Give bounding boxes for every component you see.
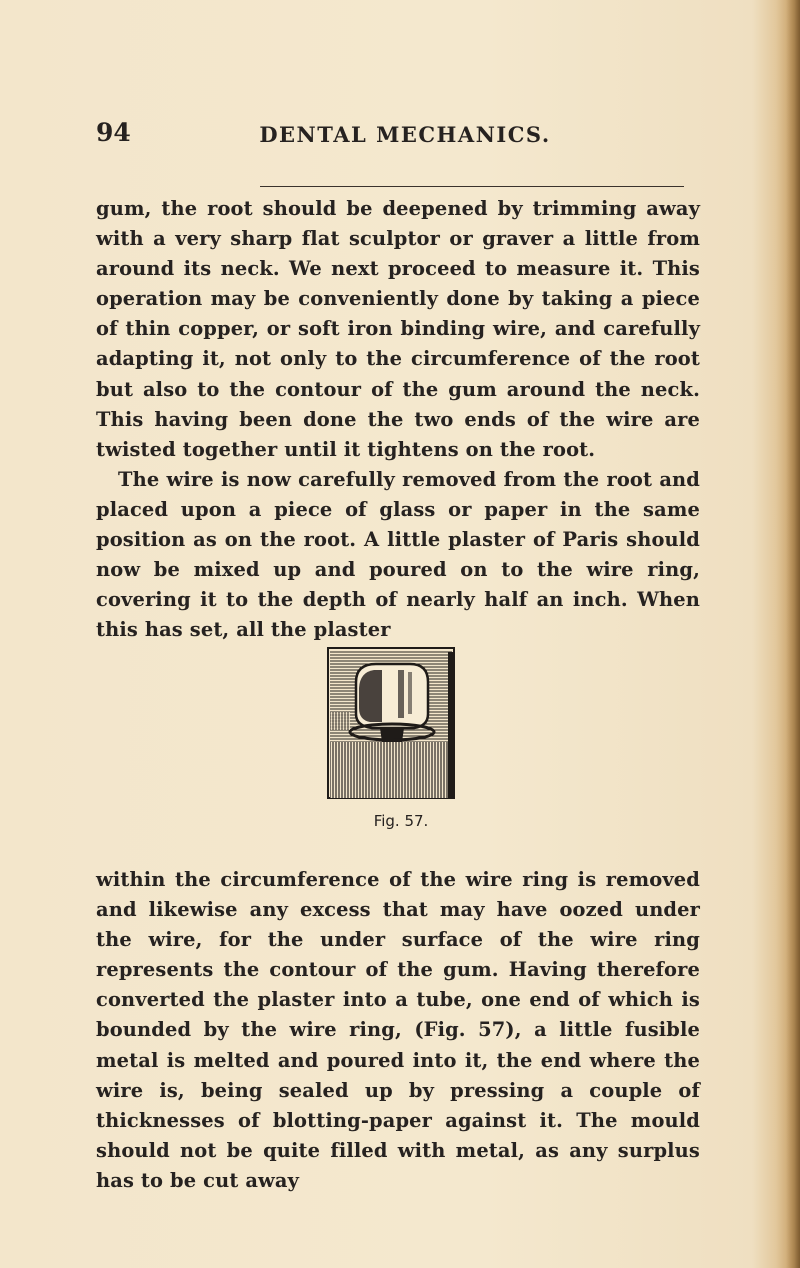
figure-57-illustration bbox=[326, 642, 458, 802]
paragraph-1: gum, the root should be deepened by trimming away with a very sharp flat sculptor or graver a little from around its neck. We next proceed to measure it. This operation may be conveniently done by taking a piece of thin copper, or soft iron binding wire, and carefully adapting it, not only to the circumference of the root but also to the contour of the gum around the neck. This having been done the two ends of the wire are twisted together until it tightens on the root. bbox=[96, 197, 700, 461]
page-number: 94 bbox=[96, 118, 131, 147]
header-rule bbox=[260, 186, 684, 187]
page-edge-shadow bbox=[786, 0, 800, 1268]
plaster-tube-engraving bbox=[326, 642, 458, 802]
paragraph-2: The wire is now carefully removed from the root and placed upon a piece of glass or paper in the same position as on the root. A little plaster of Paris should now be mixed up and poured on to the wire ring, covering it to the depth of nearly half an inch. When this has set, all the plaster bbox=[96, 468, 700, 642]
running-head: DENTAL MECHANICS. bbox=[259, 122, 551, 147]
figure-caption: Fig. 57. bbox=[373, 812, 429, 830]
paragraph-3: within the circumference of the wire ring is removed and likewise any excess that may have oozed under the wire, for the under surface of the wire ring represents the contour of the gum. Having therefore converted the plaster into a tube, one end of which is bounded by the wire ring, (Fig. 57), a little fusible metal is melted and poured into it, the end where the wire is, being sealed up by pressing a couple of thicknesses of blotting-paper against it. The mould should not be quite filled with metal, as any surplus has to be cut away bbox=[96, 868, 700, 1192]
